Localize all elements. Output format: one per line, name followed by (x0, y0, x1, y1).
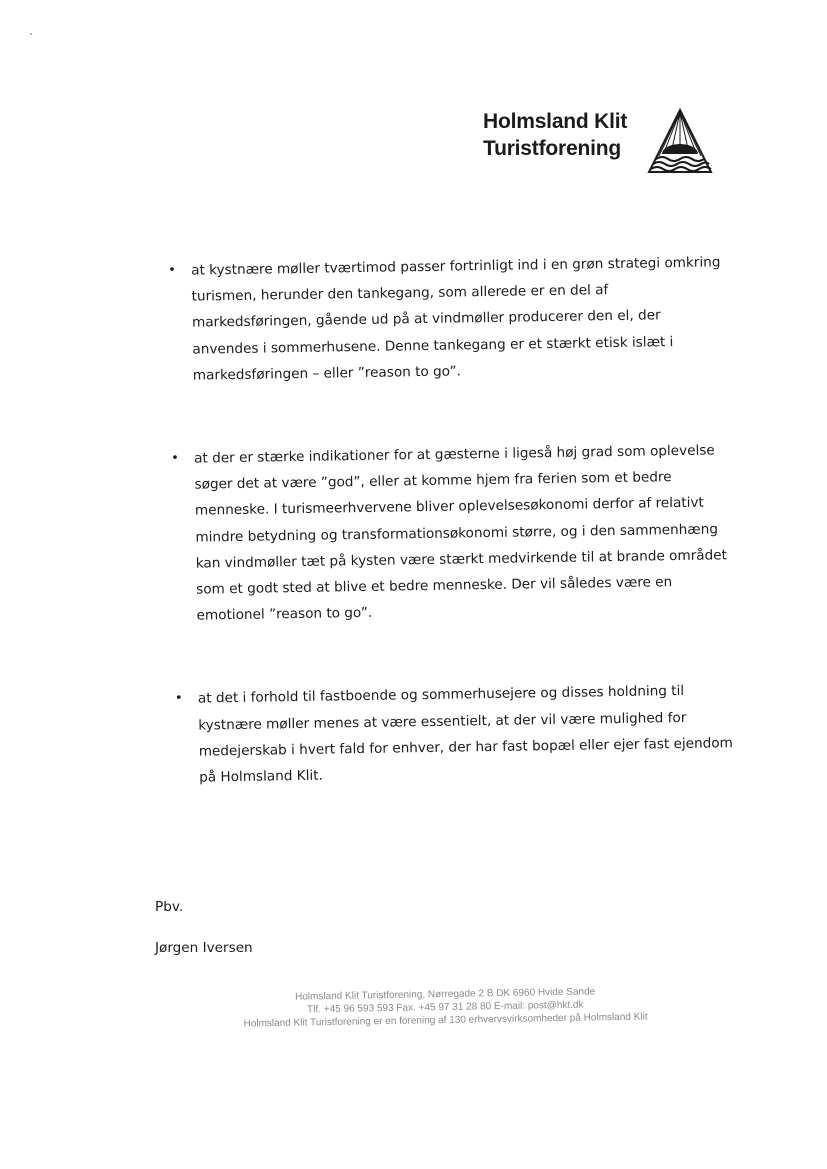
scan-speck (30, 33, 32, 35)
list-item: • at der er stærke indikationer for at gæsterne i ligeså høj grad som oplevelse søger det at være ”god”, eller at komme hjem fra ferien som et bedre menneske. I turismeerhvervene bliver oplevelsesøkonomi derfor af relativt mindre betydning og transformationsøkonomi større, og i den sammenhæng kan vindmøller tæt på kysten være stærkt medvirkende til at brande området som et godt sted at blive et bedre menneske. Der vil således være en emotionel ”reason to go”. (171, 437, 734, 629)
footer-contact: Tlf. +45 96 593 593 Fax. +45 97 31 28 80 E-mail: post@hkt.dk (307, 999, 584, 1016)
footer-description: Holmsland Klit Turistforening er en forening af 130 erhvervsvirksomheder på Holmsland Klit (243, 1011, 648, 1030)
organization-name-line2: Turistforening (483, 137, 621, 160)
footer-address: Holmsland Klit Turistforening, Nørregade 2 B DK 6960 Hvide Sande (294, 986, 596, 1003)
list-item: • at det i forhold til fastboende og sommerhusejere og disses holdning til kystnære møller menes at være essentielt, at der vil være mulighed for medejerskab i hvert fald for enhver, der har fast bopæl eller ejer fast ejendom på Holmsland Klit. (175, 678, 737, 792)
organization-name-line1: Holmsland Klit (483, 110, 628, 133)
bullet-list (168, 249, 736, 791)
footer (180, 983, 711, 1031)
closing-pbv: Pbv. (155, 899, 184, 915)
organization-logo-icon (647, 108, 713, 174)
list-item: • at kystnære møller tværtimod passer fortrinligt ind i en grøn strategi omkring turismen, herunder den tankegang, som allerede er en del af markedsføringen, gående ud på at vindmøller producerer den el, der anvendes i sommerhusene. Denne tankegang er et stærkt etisk islæt i markedsføringen – eller ”reason to go”. (168, 249, 730, 389)
letterhead (483, 108, 627, 162)
signatory-name: Jørgen Iversen (155, 940, 253, 956)
organization-name (483, 108, 627, 162)
